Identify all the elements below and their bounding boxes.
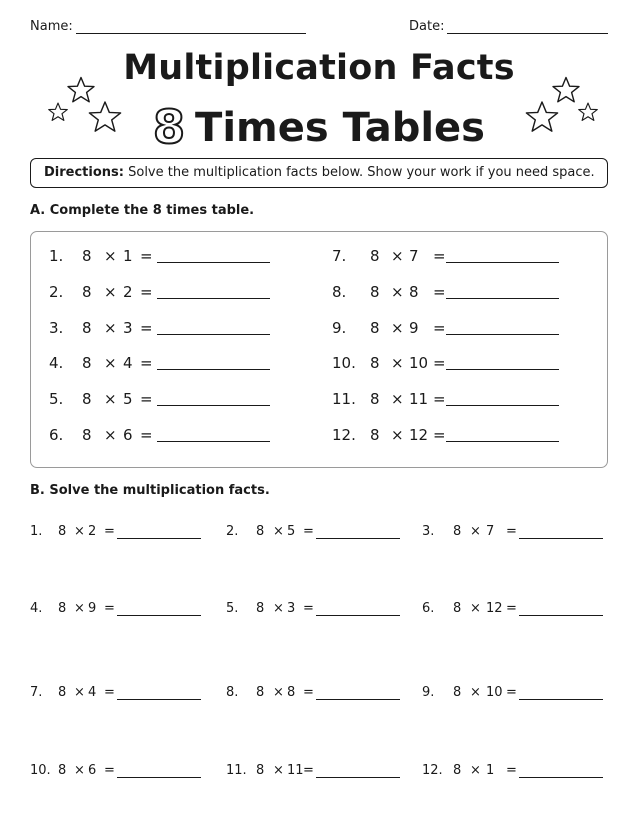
problem-operator: × [391,283,404,301]
problem-factor: 8 [256,601,265,616]
problem-equals: = [140,390,153,408]
problem-operator: × [104,390,117,408]
problem-row [49,319,289,339]
problem-number: 3. [49,319,64,337]
star-icon [577,102,599,122]
problem-equals: = [303,685,314,700]
problem-factor: 4 [123,354,133,372]
subtitle-text: Times Tables [195,105,485,151]
problem-row [332,354,572,374]
problem-equals: = [433,319,446,337]
problem-operator: × [391,426,404,444]
problem-equals: = [433,354,446,372]
problem-equals: = [303,524,314,539]
problem-operator: × [74,524,85,539]
problem-factor: 8 [82,319,92,337]
outline-number: 8 [153,100,186,154]
answer-blank[interactable] [519,538,603,539]
problem-row [422,524,607,542]
answer-blank[interactable] [157,298,270,299]
answer-blank[interactable] [446,441,559,442]
answer-blank[interactable] [316,699,400,700]
answer-blank[interactable] [519,699,603,700]
problem-number: 1. [30,524,43,539]
problem-number: 4. [49,354,64,372]
problem-number: 5. [226,601,239,616]
problem-operator: × [74,601,85,616]
problem-row [30,685,215,703]
problem-equals: = [506,685,517,700]
problem-factor: 8 [370,354,380,372]
problem-row [226,601,411,619]
problem-operator: × [391,354,404,372]
problem-operator: × [74,763,85,778]
problem-operator: × [273,763,284,778]
problem-equals: = [433,426,446,444]
worksheet-title: Multiplication Facts [123,48,515,88]
problem-factor: 8 [256,763,265,778]
star-icon [87,100,123,134]
problem-number: 8. [332,283,347,301]
problem-equals: = [104,601,115,616]
problem-factor: 8 [256,685,265,700]
problem-factor: 8 [409,283,419,301]
problem-row [49,426,289,446]
problem-factor: 3 [123,319,133,337]
problem-row [332,247,572,267]
problem-factor: 8 [82,390,92,408]
problem-row [422,685,607,703]
problem-factor: 8 [370,426,380,444]
answer-blank[interactable] [316,777,400,778]
problem-row [226,763,411,781]
problem-factor: 8 [82,354,92,372]
problem-row [332,319,572,339]
answer-blank[interactable] [157,262,270,263]
problem-operator: × [273,524,284,539]
problem-operator: × [104,354,117,372]
problem-operator: × [470,685,481,700]
problem-row [49,354,289,374]
problem-number: 5. [49,390,64,408]
problem-equals: = [104,685,115,700]
problem-factor: 8 [82,426,92,444]
problem-factor: 3 [287,601,296,616]
problem-equals: = [140,283,153,301]
name-field[interactable] [76,33,306,34]
star-icon [524,100,560,134]
problem-factor: 8 [82,283,92,301]
problem-factor: 8 [370,319,380,337]
problem-operator: × [391,390,404,408]
problem-number: 7. [332,247,347,265]
problem-row [422,601,607,619]
problem-operator: × [273,685,284,700]
problem-number: 2. [49,283,64,301]
answer-blank[interactable] [157,405,270,406]
problem-factor: 11 [287,763,304,778]
date-field[interactable] [447,33,608,34]
problem-equals: = [303,763,314,778]
problem-equals: = [104,524,115,539]
problem-factor: 4 [88,685,97,700]
problem-factor: 5 [123,390,133,408]
answer-blank[interactable] [519,777,603,778]
problem-row [30,601,215,619]
problem-factor: 8 [453,601,462,616]
problem-row [49,283,289,303]
problem-number: 8. [226,685,239,700]
problem-equals: = [433,283,446,301]
problem-equals: = [140,319,153,337]
problem-equals: = [506,601,517,616]
answer-blank[interactable] [117,615,201,616]
section-a-heading: A. Complete the 8 times table. [30,203,255,218]
problem-operator: × [391,319,404,337]
problem-factor: 5 [287,524,296,539]
problem-row [332,426,572,446]
problem-operator: × [104,319,117,337]
problem-equals: = [140,247,153,265]
problem-number: 6. [49,426,64,444]
problem-factor: 8 [58,601,67,616]
problem-factor: 9 [88,601,97,616]
answer-blank[interactable] [316,615,400,616]
answer-blank[interactable] [157,334,270,335]
problem-factor: 8 [287,685,296,700]
directions-text: Solve the multiplication facts below. Show your work if you need space. [123,165,595,180]
problem-number: 11. [332,390,356,408]
problem-factor: 6 [123,426,133,444]
problem-number: 7. [30,685,43,700]
problem-operator: × [104,247,117,265]
answer-blank[interactable] [446,298,559,299]
problem-equals: = [104,763,115,778]
problem-equals: = [506,524,517,539]
problem-row [226,524,411,542]
problem-equals: = [140,354,153,372]
problem-factor: 10 [486,685,503,700]
problem-number: 12. [422,763,443,778]
problem-equals: = [506,763,517,778]
answer-blank[interactable] [446,405,559,406]
answer-blank[interactable] [117,699,201,700]
problem-equals: = [433,390,446,408]
problem-factor: 8 [370,390,380,408]
problem-number: 12. [332,426,356,444]
name-label: Name: [30,19,73,34]
problem-number: 9. [332,319,347,337]
problem-equals: = [433,247,446,265]
problem-row [49,390,289,410]
section-b-heading: B. Solve the multiplication facts. [30,483,270,498]
problem-operator: × [391,247,404,265]
answer-blank[interactable] [157,441,270,442]
problem-factor: 6 [88,763,97,778]
problem-factor: 10 [409,354,429,372]
answer-blank[interactable] [117,538,201,539]
problem-factor: 9 [409,319,419,337]
answer-blank[interactable] [316,538,400,539]
problem-number: 11. [226,763,247,778]
problem-factor: 2 [88,524,97,539]
problem-factor: 2 [123,283,133,301]
problem-number: 4. [30,601,43,616]
problem-operator: × [470,763,481,778]
problem-operator: × [104,283,117,301]
directions-label: Directions: [44,165,124,180]
problem-row [30,763,215,781]
problem-row [422,763,607,781]
answer-blank[interactable] [157,369,270,370]
problem-operator: × [470,601,481,616]
problem-factor: 8 [453,685,462,700]
problem-factor: 12 [409,426,429,444]
answer-blank[interactable] [446,262,559,263]
problem-row [30,524,215,542]
star-icon [47,102,69,122]
answer-blank[interactable] [519,615,603,616]
problem-factor: 8 [453,763,462,778]
problem-row [49,247,289,267]
problem-number: 2. [226,524,239,539]
problem-operator: × [470,524,481,539]
problem-factor: 8 [58,763,67,778]
problem-factor: 8 [58,685,67,700]
problem-number: 9. [422,685,435,700]
problem-factor: 12 [486,601,503,616]
problem-factor: 8 [256,524,265,539]
problem-number: 3. [422,524,435,539]
problem-operator: × [273,601,284,616]
answer-blank[interactable] [117,777,201,778]
problem-number: 6. [422,601,435,616]
problem-factor: 1 [486,763,495,778]
date-label: Date: [409,19,445,34]
problem-equals: = [140,426,153,444]
problem-factor: 8 [453,524,462,539]
directions-box [30,158,608,188]
problem-row [226,685,411,703]
problem-factor: 8 [370,283,380,301]
problem-equals: = [303,601,314,616]
problem-factor: 7 [409,247,419,265]
problem-factor: 8 [82,247,92,265]
problem-factor: 7 [486,524,495,539]
problem-factor: 1 [123,247,133,265]
answer-blank[interactable] [446,334,559,335]
problem-operator: × [104,426,117,444]
problem-factor: 8 [58,524,67,539]
problem-factor: 8 [370,247,380,265]
problem-row [332,390,572,410]
problem-number: 10. [30,763,51,778]
problem-row [332,283,572,303]
problem-factor: 11 [409,390,429,408]
problem-number: 1. [49,247,64,265]
problem-operator: × [74,685,85,700]
problem-number: 10. [332,354,356,372]
answer-blank[interactable] [446,369,559,370]
